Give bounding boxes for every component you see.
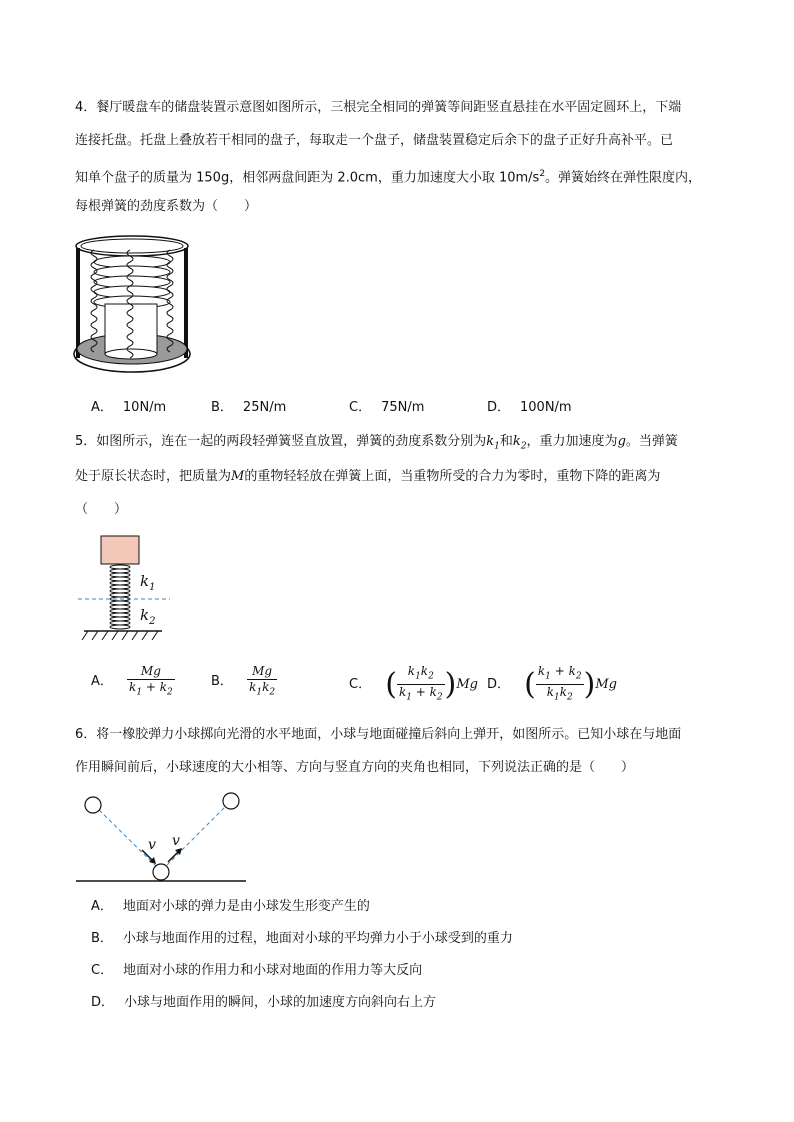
k2-figure-label: $k_2$ [140,606,156,627]
subscript: 2 [520,441,527,452]
option-c-formula [397,664,445,706]
q4-stem-line-4: 每根弹簧的劲度系数为（ ） [75,199,258,214]
q5-option-b[interactable] [211,664,277,700]
option-text: 10N/m [122,400,167,415]
q4-stem-line-3a: 知单个盘子的质量为 150g，相邻两盘间距为 2.0cm，重力加速度大小取 10m/s [75,170,540,186]
q5-text-part: 5．如图所示，连在一起的两段轻弹簧竖直放置，弹簧的劲度系数分别为 [75,434,487,449]
option-label: A． [91,400,113,415]
right-paren: ) [583,666,596,702]
q6-stem-line-1: 6．将一橡胶弹力小球掷向光滑的水平地面，小球与地面碰撞后斜向上弹开，如图所示。已知小球在与地面 [75,727,682,742]
q5-stem-line-1 [75,433,678,456]
q4-stem-exponent: 2 [539,169,546,179]
option-text: 100N/m [520,400,572,415]
left-paren: ( [385,666,397,702]
option-text: 小球与地面作用的瞬间，小球的加速度方向斜向右上方 [124,995,437,1010]
q5-text-part: ，重力加速度为 [526,434,618,449]
q5-option-d[interactable] [487,664,617,706]
q4-stem-line-2: 连接托盘。托盘上叠放若干相同的盘子，每取走一个盘子，储盘装置稳定后余下的盘子正好升高补平。已 [75,133,674,148]
q5-stem-line-3: （ ） [75,502,128,517]
q5-option-c[interactable] [349,664,478,706]
option-label: D． [487,676,511,692]
q5-text-part: 和 [499,434,513,449]
mg-factor: Mg [595,676,617,692]
option-label: D． [91,995,115,1010]
q4-stem-line-3 [75,165,701,187]
denominator: $k_1k_2$ [546,685,573,703]
k1-symbol [486,434,500,452]
v-in-label: v [148,837,156,853]
q4-option-a[interactable] [91,399,166,417]
q4-option-d[interactable] [487,399,572,417]
option-text: 25N/m [242,400,287,415]
numerator: Mg [247,664,277,680]
option-label: B． [211,400,233,415]
q5-text-part: 处于原长状态时，把质量为 [75,469,232,484]
q4-stem-line-3b: 。弹簧始终在弹性限度内， [545,170,702,186]
m-symbol: M [231,469,245,484]
q6-option-a[interactable] [91,898,370,916]
left-paren: ( [524,666,536,702]
denominator: $k_1 + k_2$ [398,685,443,703]
option-b-formula [247,664,277,700]
q6-option-c[interactable] [91,962,422,980]
subscript: 1 [494,441,500,452]
option-label: A． [91,899,113,914]
q5-stem-line-2 [75,468,660,486]
option-d-formula [536,664,584,706]
q4-option-c[interactable] [349,399,424,417]
option-label: B． [211,674,233,690]
option-label: D． [487,400,511,415]
q4-option-b[interactable] [211,399,286,417]
numerator: Mg [127,664,175,680]
denominator: $k_1k_2$ [249,680,276,698]
right-paren: ) [444,666,457,702]
k2-symbol [512,434,527,452]
option-text: 地面对小球的作用力和小球对地面的作用力等大反向 [123,963,423,978]
q6-option-b[interactable] [91,930,513,948]
q5-option-a[interactable] [91,664,175,700]
q6-stem-line-2: 作用瞬间前后，小球速度的大小相等、方向与竖直方向的夹角也相同，下列说法正确的是（ ） [75,760,635,775]
q4-plate-storage-figure [72,232,194,384]
numerator: $k_1 + k_2$ [536,664,584,685]
numerator: $k_1k_2$ [397,664,445,685]
q5-spring-figure [78,534,178,646]
option-label: A． [91,674,113,690]
q5-text-part: 。当弹簧 [625,434,678,449]
option-text: 小球与地面作用的过程，地面对小球的平均弹力小于小球受到的重力 [122,931,513,946]
q6-option-d[interactable] [91,994,436,1012]
k-letter: k [486,434,495,449]
denominator: $k_1 + k_2$ [129,680,173,698]
option-text: 75N/m [381,400,425,415]
k-letter: k [512,434,521,449]
mg-factor: Mg [456,676,479,692]
option-label: C． [91,963,114,978]
q6-bouncing-ball-figure [72,790,248,886]
g-symbol: g [617,434,626,449]
option-label: B． [91,931,113,946]
q5-text-part: 的重物轻轻放在弹簧上面，当重物所受的合力为零时，重物下降的距离为 [244,469,661,484]
option-a-formula [127,664,175,700]
q4-stem-line-1: 4．餐厅暖盘车的储盘装置示意图如图所示，三根完全相同的弹簧等间距竖直悬挂在水平固定圆环上，下端 [75,100,682,115]
k1-figure-label: $k_1$ [140,572,156,593]
option-label: C． [349,676,372,692]
option-text: 地面对小球的弹力是由小球发生形变产生的 [122,899,370,914]
option-label: C． [349,400,372,415]
v-out-label: v [172,833,180,849]
